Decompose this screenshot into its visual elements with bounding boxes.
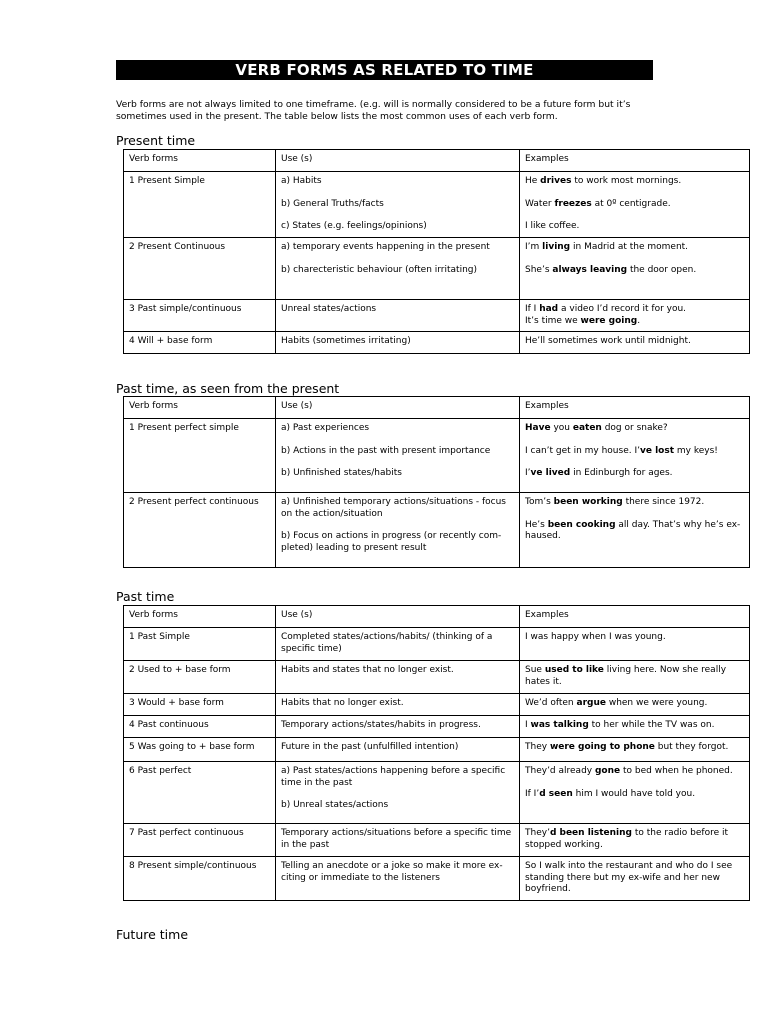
example-item: It’s time we were going. [525,315,641,326]
example-cell [520,661,750,694]
verb-form-cell: 2 Present perfect continuous [124,493,276,568]
example-item: They’d already gone to bed when he phoned. [525,766,733,776]
verb-form-cell: 7 Past perfect continuous [124,824,276,857]
column-header: Examples [520,397,750,419]
section-title-future: Future time [116,927,189,942]
example-cell [520,857,750,901]
present-time-table [123,149,750,354]
column-header: Verb forms [124,606,276,628]
table-header-row [124,606,750,628]
example-cell [520,824,750,857]
use-cell [276,857,520,901]
example-emphasis: been working [553,497,623,507]
example-item: Water freezes at 0º centigrade. [525,198,671,209]
example-emphasis: d seen [539,788,573,799]
verb-form-cell: 3 Would + base form [124,694,276,716]
example-emphasis: always leaving [552,264,628,275]
example-cell [520,694,750,716]
use-cell [276,300,520,332]
example-item: She’s always leaving the door open. [525,264,697,275]
table-row [124,332,750,354]
example-item: So I walk into the restaurant and who do I see standing there but my ex-wife and her new boyfriend. [525,861,733,894]
use-item: a) Past states/actions happening before a specific time in the past [281,766,506,788]
use-item: b) Unfinished states/habits [281,468,402,478]
past-time-table [123,605,750,901]
use-item: b) Unreal states/actions [281,800,389,810]
table-row [124,694,750,716]
use-cell [276,238,520,300]
example-emphasis: Have [525,423,551,433]
use-cell [276,493,520,568]
use-item: Habits (sometimes irritating) [281,336,411,346]
column-header: Use (s) [276,397,520,419]
use-item: Unreal states/actions [281,304,377,314]
table-row [124,738,750,762]
verb-form-cell: 6 Past perfect [124,762,276,824]
example-item: If I’d seen him I would have told you. [525,788,696,799]
example-item: We’d often argue when we were young. [525,698,708,708]
use-cell [276,628,520,661]
example-item: They’d been listening to the radio before it stopped working. [525,828,729,850]
example-item: I’ve lived in Edinburgh for ages. [525,468,673,478]
verb-form-cell: 4 Past continuous [124,716,276,738]
verb-form-cell: 2 Used to + base form [124,661,276,694]
column-header: Examples [520,606,750,628]
example-cell [520,493,750,568]
example-cell [520,419,750,493]
page-title: VERB FORMS AS RELATED TO TIME [116,60,653,80]
table-row [124,824,750,857]
example-item: He drives to work most mornings. [525,176,682,186]
example-cell [520,332,750,354]
example-emphasis: living [542,242,571,252]
use-item: b) Actions in the past with present importance [281,445,491,456]
example-cell [520,172,750,238]
example-emphasis: was talking [530,720,589,730]
example-item: He’s been cooking all day. That’s why he’s ex-haused. [525,519,741,541]
use-item: a) Habits [281,176,322,186]
use-cell [276,332,520,354]
verb-form-cell: 5 Was going to + base form [124,738,276,762]
table-row [124,419,750,493]
use-item: Habits and states that no longer exist. [281,665,454,675]
example-emphasis: used to like [544,665,604,675]
use-cell [276,716,520,738]
example-item: I was talking to her while the TV was on. [525,720,715,730]
example-item: Have you eaten dog or snake? [525,423,668,433]
example-item: I’m living in Madrid at the moment. [525,242,689,252]
section-title-present: Present time [116,133,196,148]
column-header: Verb forms [124,397,276,419]
example-item: I can’t get in my house. I’ve lost my keys! [525,445,718,456]
intro-paragraph: Verb forms are not always limited to one timeframe. (e.g. will is normally considered to be a future form but it’s sometimes used in the present. The table below lists the most common uses of each verb form. [116,99,631,122]
use-item: b) Focus on actions in progress (or recently com-pleted) leading to present result [281,531,502,553]
example-emphasis: drives [540,176,572,186]
use-item: Temporary actions/situations before a specific time in the past [281,828,512,850]
past-from-present-table [123,396,750,568]
example-cell [520,716,750,738]
use-cell [276,661,520,694]
use-item: a) Unfinished temporary actions/situations - focus on the action/situation [281,497,506,519]
use-item: c) States (e.g. feelings/opinions) [281,221,427,231]
table-row [124,238,750,300]
use-item: b) General Truths/facts [281,198,384,209]
use-item: a) temporary events happening in the present [281,242,490,252]
example-cell [520,762,750,824]
example-item: He’ll sometimes work until midnight. [525,336,691,346]
example-emphasis: gone [594,766,621,776]
use-item: Telling an anecdote or a joke so make it more ex-citing or immediate to the listeners [281,861,503,883]
example-item: Tom’s been working there since 1972. [525,497,705,507]
example-cell [520,238,750,300]
example-item: I was happy when I was young. [525,632,666,642]
table-row [124,661,750,694]
verb-form-cell: 1 Past Simple [124,628,276,661]
use-cell [276,419,520,493]
use-cell [276,824,520,857]
example-emphasis: were going to phone [549,742,655,752]
example-cell [520,628,750,661]
use-item: b) charecteristic behaviour (often irritating) [281,264,478,275]
example-emphasis: been cooking [547,519,616,530]
verb-form-cell: 8 Present simple/continuous [124,857,276,901]
table-row [124,172,750,238]
use-item: a) Past experiences [281,423,370,433]
example-cell [520,738,750,762]
table-header-row [124,397,750,419]
example-emphasis: were going [580,315,638,326]
table-row [124,762,750,824]
column-header: Verb forms [124,150,276,172]
use-item: Habits that no longer exist. [281,698,404,708]
use-cell [276,762,520,824]
use-item: Future in the past (unfulfilled intention) [281,742,459,752]
column-header: Use (s) [276,606,520,628]
table-row [124,300,750,332]
verb-form-cell: 1 Present Simple [124,172,276,238]
table-row [124,493,750,568]
example-item: If I had a video I’d record it for you. [525,304,687,314]
example-item: I like coffee. [525,221,580,231]
table-row [124,716,750,738]
table-row [124,857,750,901]
example-cell [520,300,750,332]
example-emphasis: eaten [572,423,602,433]
column-header: Use (s) [276,150,520,172]
example-item: Sue used to like living here. Now she really hates it. [525,665,727,687]
example-emphasis: ve lived [530,468,571,478]
example-emphasis: d been listening [549,828,632,838]
example-emphasis: argue [576,698,606,708]
use-item: Completed states/actions/habits/ (thinking of a specific time) [281,632,493,654]
example-item: They were going to phone but they forgot. [525,742,729,752]
column-header: Examples [520,150,750,172]
example-emphasis: had [539,304,559,314]
verb-form-cell: 3 Past simple/continuous [124,300,276,332]
verb-form-cell: 2 Present Continuous [124,238,276,300]
use-item: Temporary actions/states/habits in progress. [281,720,481,730]
verb-form-cell: 1 Present perfect simple [124,419,276,493]
table-header-row [124,150,750,172]
verb-form-cell: 4 Will + base form [124,332,276,354]
table-row [124,628,750,661]
section-title-past: Past time [116,589,175,604]
use-cell [276,172,520,238]
example-emphasis: freezes [554,198,592,209]
use-cell [276,738,520,762]
section-title-past-from-present: Past time, as seen from the present [116,381,340,396]
example-emphasis: ve lost [639,445,675,456]
use-cell [276,694,520,716]
